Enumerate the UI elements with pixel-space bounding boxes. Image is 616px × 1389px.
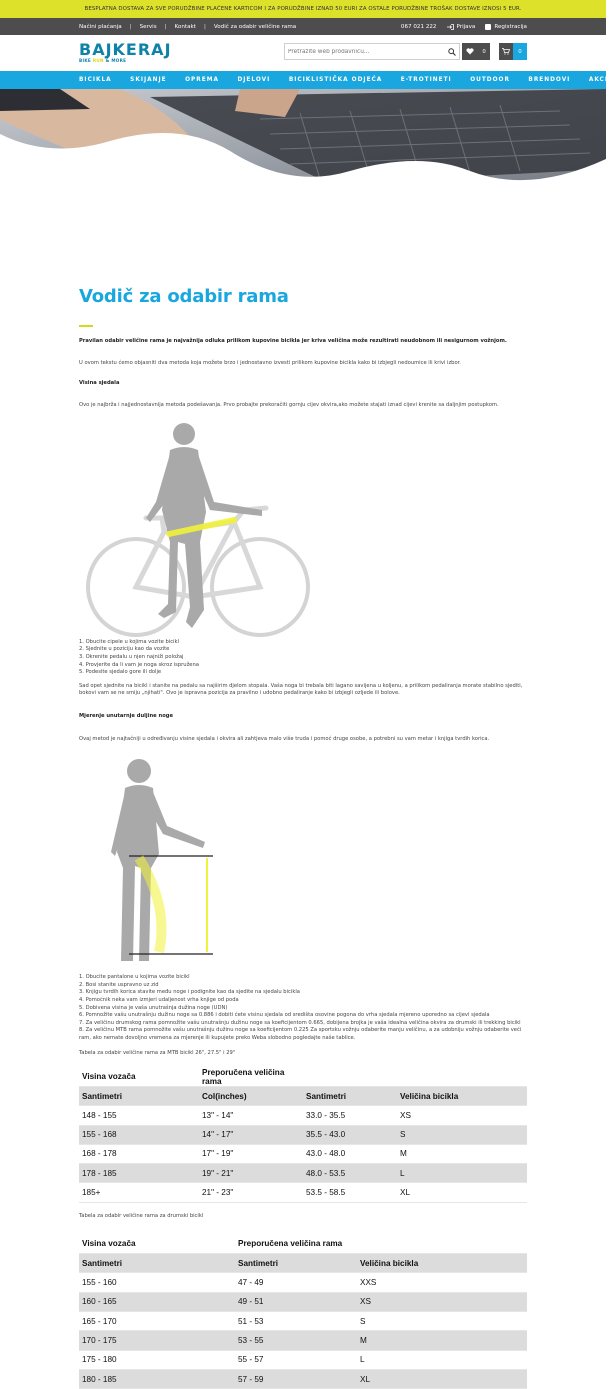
table-cell: 51 - 53 xyxy=(235,1312,357,1331)
page-title: Vodič za odabir rama xyxy=(79,286,289,307)
section-heading-seat-height: Visina sjedala xyxy=(79,379,120,386)
table-cell: 14" - 17" xyxy=(199,1125,303,1144)
table-row xyxy=(79,1331,527,1350)
nav-item-oprema[interactable]: OPREMA xyxy=(185,77,219,83)
nav-item-bicikla[interactable]: BICIKLA xyxy=(79,77,112,83)
search-box xyxy=(284,43,460,60)
nav-item-odjeca[interactable]: BICIKLISTIČKA ODJEĆA xyxy=(288,77,383,83)
table-cell: S xyxy=(357,1312,527,1331)
table-cell: M xyxy=(397,1144,527,1163)
list-item: 1. Obucite pantalone u kojima vozite bicikl xyxy=(79,974,190,981)
topbar-link-frame-guide[interactable]: Vodič za odabir veličine rama xyxy=(213,23,297,30)
table-cell: 55 - 57 xyxy=(235,1350,357,1369)
table-cell: 165 - 170 xyxy=(79,1312,235,1331)
search-input[interactable] xyxy=(285,49,445,55)
title-underline xyxy=(79,325,93,327)
table-cell: 168 - 178 xyxy=(79,1144,199,1163)
table-cell: 13" - 14" xyxy=(199,1106,303,1125)
divider: | xyxy=(129,23,132,30)
main-nav xyxy=(0,71,616,89)
table-cell: XS xyxy=(357,1292,527,1311)
list-item: 8. Za veličinu MTB rama pomnožite vašu unutrašnju dužinu noge sa koeficijentom 0.225 Za sportsku vožnju odaberite manju veličinu, a za udobniju vožnju odaberite veći ram, ako nemate dovoljno vremena za mjerenje ili kupujete preko Weba slobodno pogledajte naše tablice. xyxy=(79,1027,522,1041)
top-bar xyxy=(0,18,606,35)
list-item: 2. Sjednite u poziciju kao da vozite xyxy=(79,646,170,653)
table-cell: 178 - 185 xyxy=(79,1164,199,1183)
table-cell: 43.0 - 48.0 xyxy=(303,1144,397,1163)
table-header-cell: Santimetri xyxy=(303,1086,397,1105)
article xyxy=(0,286,606,1389)
table-cell: 53.5 - 58.5 xyxy=(303,1183,397,1202)
table-row xyxy=(79,1183,527,1202)
table-subheader-row xyxy=(79,1086,527,1105)
table-header-cell xyxy=(303,1067,397,1086)
phone-number[interactable]: 067 021 222 xyxy=(400,23,437,30)
list-item: 5. Podesite sjedalo gore ili dolje xyxy=(79,669,162,676)
table-cell: 48.0 - 53.5 xyxy=(303,1164,397,1183)
table-cell: XL xyxy=(357,1369,527,1388)
site-logo[interactable] xyxy=(79,42,172,63)
bike-rider-illustration xyxy=(84,422,324,637)
steps-list-inseam xyxy=(79,974,527,1042)
table-header-cell: Santimetri xyxy=(79,1254,235,1273)
table-cell: 155 - 168 xyxy=(79,1125,199,1144)
table-row xyxy=(79,1350,527,1369)
search-icon xyxy=(448,48,456,56)
table-cell: 175 - 180 xyxy=(79,1350,235,1369)
steps-list-seat xyxy=(79,639,527,677)
user-icon xyxy=(485,24,491,30)
nav-item-e-trotineti[interactable]: E-TROTINETI xyxy=(400,77,452,83)
table-cell: 33.0 - 35.5 xyxy=(303,1106,397,1125)
list-item: 2. Bosi stanite uspravno uz zid xyxy=(79,981,159,988)
table-header-cell: Preporučena veličina rama xyxy=(199,1067,303,1086)
table-row xyxy=(79,1292,527,1311)
frame-size-table-mtb xyxy=(79,1067,527,1203)
cart-icon xyxy=(502,48,510,55)
logo-tagline: BIKE RUN & MORE xyxy=(79,58,127,64)
list-item: 4. Provjerite da li vam je noga skroz ispružena xyxy=(79,661,199,668)
table-cell: L xyxy=(357,1350,527,1369)
logo-wordmark: BAJKERAJ xyxy=(79,40,172,60)
cart-count: 0 xyxy=(513,43,527,60)
table-cell: 160 - 165 xyxy=(79,1292,235,1311)
table-caption-road: Tabela za odabir veličine rama za drumski bicikl xyxy=(79,1212,204,1219)
cart-icon-wrap xyxy=(499,43,513,60)
table-header-cell xyxy=(357,1234,527,1253)
topbar-link-service[interactable]: Servis xyxy=(139,23,157,30)
table-cell: M xyxy=(357,1331,527,1350)
section-text-after-steps: Sad opet sjednite na bicikl i stanite na pedalu sa najširim djelom stopala. Vaša noga bi trebala biti lagano savijena u koljenu, a prilikom pedaliranja morate stabilno sjediti, bokovi vam se ne smiju „njihati". Ovo je ispravna pozicija za pravilno i udobno pedaliranje kako bi izbjegli ozljede ili bolove. xyxy=(79,682,523,697)
search-button[interactable] xyxy=(445,44,459,59)
site-header xyxy=(0,35,606,71)
table-cell: 53 - 55 xyxy=(235,1331,357,1350)
divider: | xyxy=(203,23,206,30)
nav-item-skijanje[interactable]: SKIJANJE xyxy=(130,77,167,83)
table-cell: 47 - 49 xyxy=(235,1273,357,1292)
table-row xyxy=(79,1312,527,1331)
table-cell: XS xyxy=(397,1106,527,1125)
login-icon xyxy=(447,24,454,30)
topbar-link-payment[interactable]: Načini plaćanja xyxy=(79,23,122,30)
table-header-cell: Preporučena veličina rama xyxy=(235,1234,357,1253)
section-heading-inseam: Mjerenje unutarnje duljine noge xyxy=(79,713,173,720)
table-cell: 155 - 160 xyxy=(79,1273,235,1292)
login-label: Prijava xyxy=(456,23,476,30)
table-header-row xyxy=(79,1234,527,1253)
lead-paragraph: Pravilan odabir veličine rama je najvažnija odluka prilikom kupovine bicikla jer kriva veličina može rezultirati neudobnom ili nesigurnom vožnjom. xyxy=(79,337,507,344)
table-cell: 170 - 175 xyxy=(79,1331,235,1350)
list-item: 7. Za veličinu drumskog rama pomnožite vašu unutrašnju dužinu noge sa koeficijentom 0.665, dobijena brojka je vaša idealna veličina okvira za drumski ili trekking bicikl xyxy=(79,1019,521,1026)
list-item: 3. Knjigu tvrdih korica stavite među noge i podignite kao da sjedite na sjedalu bicikla xyxy=(79,989,300,996)
table-header-row xyxy=(79,1067,527,1086)
table-header-cell: Veličina bicikla xyxy=(357,1254,527,1273)
list-item: 4. Pomoćnik neka vam izmjeri udaljenost vrha knjige od poda xyxy=(79,997,239,1003)
table-header-cell xyxy=(397,1067,527,1086)
table-cell: L xyxy=(397,1164,527,1183)
login-link[interactable] xyxy=(447,24,476,30)
nav-item-brendovi[interactable]: BRENDOVI xyxy=(528,77,571,83)
table-header-cell: Santimetri xyxy=(235,1254,357,1273)
table-row xyxy=(79,1125,527,1144)
divider: | xyxy=(164,23,167,30)
table-row xyxy=(79,1164,527,1183)
cart-button[interactable] xyxy=(499,43,527,60)
table-cell: XXS xyxy=(357,1273,527,1292)
hero-image xyxy=(0,89,606,199)
wishlist-button[interactable] xyxy=(462,43,490,60)
wishlist-count: 0 xyxy=(482,48,486,55)
table-cell: 49 - 51 xyxy=(235,1292,357,1311)
table-header-cell: Visina vozača xyxy=(79,1067,199,1086)
table-row xyxy=(79,1106,527,1125)
nav-item-djelovi[interactable]: DJELOVI xyxy=(237,77,271,83)
list-item: 5. Dobivena visina je vaša unutrašnja dužina noge (UDN) xyxy=(79,1004,228,1011)
table-subheader-row xyxy=(79,1254,527,1273)
frame-size-table-road xyxy=(79,1234,527,1389)
table-header-cell: Visina vozača xyxy=(79,1234,235,1253)
topbar-link-contact[interactable]: Kontakt xyxy=(174,23,196,30)
table-row xyxy=(79,1273,527,1292)
nav-item-akcije[interactable]: AKCIJE xyxy=(588,77,616,83)
table-row xyxy=(79,1144,527,1163)
table-caption-mtb: Tabela za odabir veličine rama za MTB bicikl 26", 27.5" i 29" xyxy=(79,1049,236,1056)
table-cell: 185+ xyxy=(79,1183,199,1202)
list-item: 6. Pomnožite vašu unutrašnju dužinu noge sa 0.886 i dobiti ćete visinu sjedala od središta osovine pogona do vrha sjedala mjereno uporedno sa cijevi sjedala xyxy=(79,1012,490,1019)
table-cell: 21" - 23" xyxy=(199,1183,303,1202)
table-row xyxy=(79,1369,527,1388)
table-cell: 57 - 59 xyxy=(235,1369,357,1388)
table-cell: XL xyxy=(397,1183,527,1202)
heart-icon xyxy=(466,48,474,55)
promo-banner: BESPLATNA DOSTAVA ZA SVE PORUDŽBINE PLAĆENE KARTICOM I ZA PORUDŽBINE IZNAD 50 EURI ZA OSTALE PORUDŽBINE TROŠAK DOSTAVE IZNOSI 5 EUR. xyxy=(0,0,606,18)
inseam-illustration xyxy=(89,756,229,971)
table-cell: 180 - 185 xyxy=(79,1369,235,1388)
table-cell: S xyxy=(397,1125,527,1144)
table-header-cell: Santimetri xyxy=(79,1086,199,1105)
table-header-cell: Col(inches) xyxy=(199,1086,303,1105)
section-text-seat-height: Ovo je najbrža i najjednostavnija metoda podešavanja. Prvo probajte prekoračiti gornju cijev okvira,ako možete stajati iznad cijevi krenite sa daljnjim postupkom. xyxy=(79,402,499,409)
nav-item-outdoor[interactable]: OUTDOOR xyxy=(470,77,510,83)
section-text-inseam: Ovaj metod je najtačniji u određivanju visine sjedala i okvira ali zahtjeva malo više truda i pomoć druge osobe, a potrebni su vam metar i knjiga tvrdih korica. xyxy=(79,735,490,742)
table-cell: 35.5 - 43.0 xyxy=(303,1125,397,1144)
table-cell: 19" - 21" xyxy=(199,1164,303,1183)
table-cell: 17" - 19" xyxy=(199,1144,303,1163)
table-header-cell: Veličina bicikla xyxy=(397,1086,527,1105)
table-cell: 148 - 155 xyxy=(79,1106,199,1125)
list-item: 1. Obucite cipele u kojima vozite bicikl xyxy=(79,638,179,645)
register-label: Registracija xyxy=(494,23,527,30)
intro-paragraph: U ovom tekstu ćemo objasniti dva metoda koja možete brzo i jednostavno izvesti prilikom kupovine bicikla kako bi izbjegli nedoumice ili krivi izbor. xyxy=(79,360,461,367)
list-item: 3. Okrenite pedalu u njen najniži položaj xyxy=(79,654,184,661)
register-link[interactable] xyxy=(485,24,527,30)
